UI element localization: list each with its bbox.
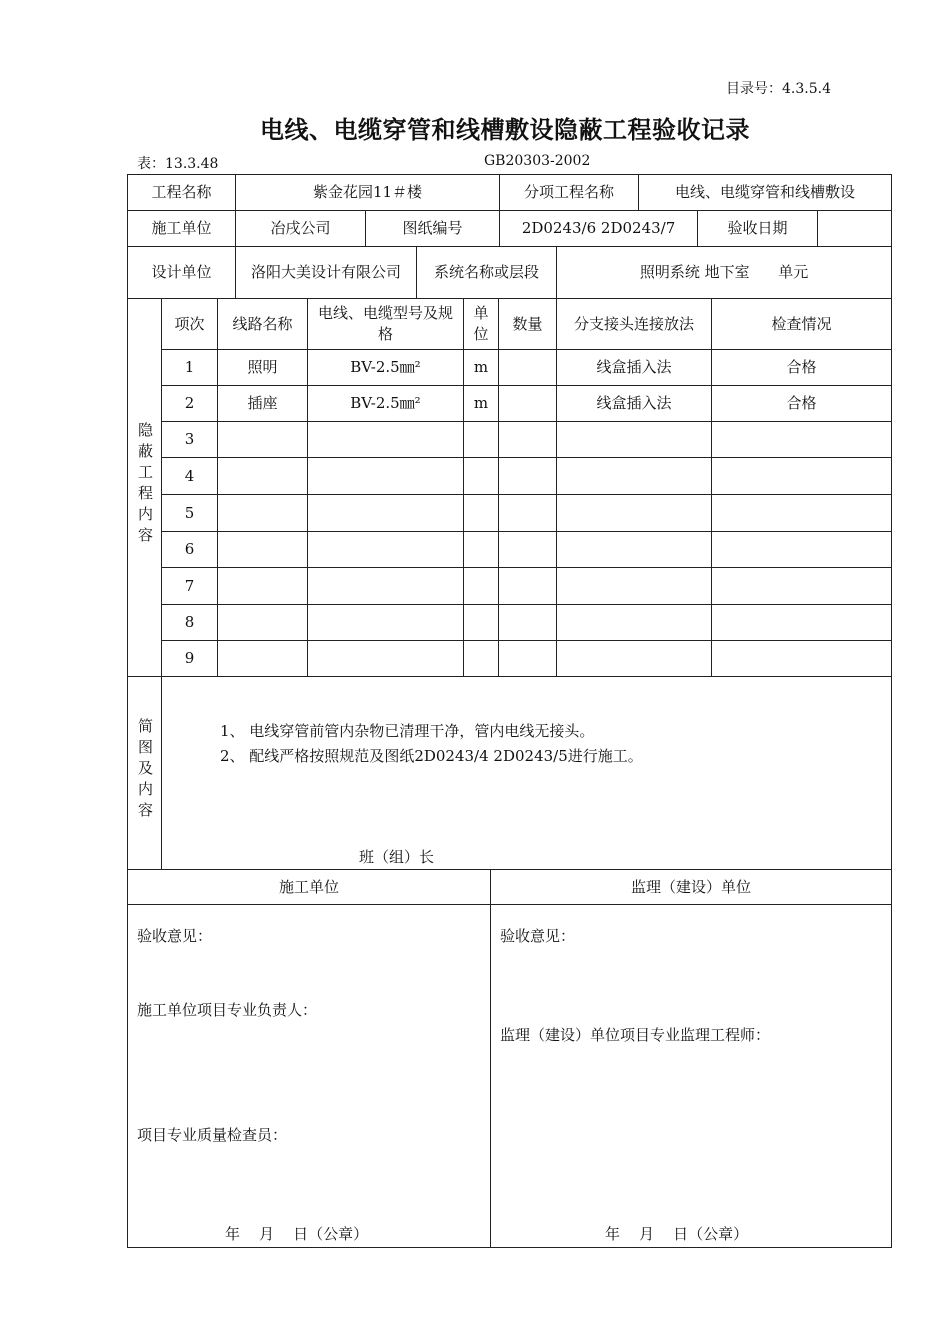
system-value: 照明系统 地下室 单元 xyxy=(557,247,892,299)
left-person-label: 施工单位项目专业负责人： xyxy=(137,1001,318,1019)
check-result: 合格 xyxy=(712,386,892,422)
notes-content xyxy=(162,677,892,870)
quantity xyxy=(499,532,557,568)
line-name xyxy=(218,568,308,605)
joint-method xyxy=(557,495,712,532)
note-line-2: 2、 配线严格按照规范及图纸2D0243/4 2D0243/5进行施工。 xyxy=(220,747,643,765)
left-inspector-label: 项目专业质量检查员： xyxy=(137,1126,288,1144)
check-result: 合格 xyxy=(712,350,892,386)
table-row xyxy=(128,386,892,422)
system-label: 系统名称或层段 xyxy=(417,247,557,299)
unit xyxy=(464,641,499,677)
standard-number: GB20303-2002 xyxy=(484,153,591,169)
table-row xyxy=(128,641,892,677)
right-engineer-label: 监理（建设）单位项目专业监理工程师： xyxy=(500,1026,771,1044)
col-header: 项次 xyxy=(162,299,218,350)
design-unit-value: 洛阳大美设计有限公司 xyxy=(236,247,417,299)
construction-unit-header: 施工单位 xyxy=(128,870,491,905)
construction-opinion-cell xyxy=(128,905,491,1248)
check-result xyxy=(712,568,892,605)
quantity xyxy=(499,568,557,605)
left-opinion-label: 验收意见： xyxy=(137,927,213,945)
line-name: 插座 xyxy=(218,386,308,422)
cable-spec xyxy=(308,422,464,458)
design-unit-label: 设计单位 xyxy=(128,247,236,299)
joint-method xyxy=(557,422,712,458)
table-row xyxy=(128,568,892,605)
quantity xyxy=(499,350,557,386)
quantity xyxy=(499,458,557,495)
catalog-number: 目录号：4.3.5.4 xyxy=(726,81,831,97)
cable-spec xyxy=(308,568,464,605)
line-name: 照明 xyxy=(218,350,308,386)
notes-section-label: 简图及内容 xyxy=(128,677,162,870)
unit xyxy=(464,422,499,458)
table-row xyxy=(128,350,892,386)
note-line-1: 1、 电线穿管前管内杂物已清理干净，管内电线无接头。 xyxy=(220,722,595,740)
unit xyxy=(464,532,499,568)
table-number: 表：13.3.48 xyxy=(137,156,219,172)
line-name xyxy=(218,458,308,495)
col-header: 单位 xyxy=(464,299,499,350)
row-no: 3 xyxy=(162,422,218,458)
unit xyxy=(464,458,499,495)
row-no: 4 xyxy=(162,458,218,495)
quantity xyxy=(499,605,557,641)
cable-spec xyxy=(308,458,464,495)
table-row xyxy=(128,605,892,641)
project-name-value: 紫金花园11＃楼 xyxy=(236,175,500,211)
unit xyxy=(464,568,499,605)
left-date-seal: 年 月 日（公章） xyxy=(225,1225,369,1243)
cable-spec xyxy=(308,641,464,677)
quantity xyxy=(499,422,557,458)
accept-date-label: 验收日期 xyxy=(698,211,818,247)
row-no: 8 xyxy=(162,605,218,641)
col-header: 电线、电缆型号及规格 xyxy=(308,299,464,350)
table-row xyxy=(128,495,892,532)
joint-method xyxy=(557,641,712,677)
drawing-no-label: 图纸编号 xyxy=(366,211,500,247)
quantity xyxy=(499,641,557,677)
check-result xyxy=(712,495,892,532)
cable-spec: BV-2.5㎜² xyxy=(308,350,464,386)
right-date-seal: 年 月 日（公章） xyxy=(605,1225,749,1243)
joint-method xyxy=(557,568,712,605)
check-result xyxy=(712,605,892,641)
cable-spec xyxy=(308,495,464,532)
row-no: 1 xyxy=(162,350,218,386)
check-result xyxy=(712,532,892,568)
row-no: 7 xyxy=(162,568,218,605)
unit xyxy=(464,495,499,532)
line-name xyxy=(218,605,308,641)
check-result xyxy=(712,458,892,495)
signature-table xyxy=(127,869,892,1248)
col-header: 检查情况 xyxy=(712,299,892,350)
joint-method xyxy=(557,605,712,641)
sub-project-label: 分项工程名称 xyxy=(500,175,639,211)
joint-method xyxy=(557,532,712,568)
line-name xyxy=(218,422,308,458)
cable-spec xyxy=(308,532,464,568)
quantity xyxy=(499,495,557,532)
unit xyxy=(464,605,499,641)
check-result xyxy=(712,422,892,458)
hidden-section-label: 隐蔽工程内容 xyxy=(128,299,162,677)
row-no: 6 xyxy=(162,532,218,568)
joint-method: 线盒插入法 xyxy=(557,350,712,386)
project-name-label: 工程名称 xyxy=(128,175,236,211)
row-no: 5 xyxy=(162,495,218,532)
unit: m xyxy=(464,350,499,386)
accept-date-value xyxy=(818,211,892,247)
unit: m xyxy=(464,386,499,422)
info-table xyxy=(127,174,892,299)
joint-method: 线盒插入法 xyxy=(557,386,712,422)
notes-table xyxy=(127,676,892,870)
row-no: 2 xyxy=(162,386,218,422)
supervision-unit-header: 监理（建设）单位 xyxy=(491,870,892,905)
team-leader-label: 班（组）长 xyxy=(359,848,435,866)
page-title: 电线、电缆穿管和线槽敷设隐蔽工程验收记录 xyxy=(260,116,750,144)
right-opinion-label: 验收意见： xyxy=(500,927,576,945)
table-row xyxy=(128,458,892,495)
table-row xyxy=(128,422,892,458)
line-name xyxy=(218,532,308,568)
supervision-opinion-cell xyxy=(491,905,892,1248)
line-name xyxy=(218,641,308,677)
drawing-no-value: 2D0243/6 2D0243/7 xyxy=(500,211,698,247)
sub-project-value: 电线、电缆穿管和线槽敷设 xyxy=(639,175,892,211)
line-name xyxy=(218,495,308,532)
col-header: 数量 xyxy=(499,299,557,350)
row-no: 9 xyxy=(162,641,218,677)
hidden-works-table xyxy=(127,298,892,677)
construction-unit-value: 冶戌公司 xyxy=(236,211,366,247)
quantity xyxy=(499,386,557,422)
col-header: 线路名称 xyxy=(218,299,308,350)
check-result xyxy=(712,641,892,677)
cable-spec xyxy=(308,605,464,641)
cable-spec: BV-2.5㎜² xyxy=(308,386,464,422)
construction-unit-label: 施工单位 xyxy=(128,211,236,247)
joint-method xyxy=(557,458,712,495)
table-row xyxy=(128,532,892,568)
col-header: 分支接头连接放法 xyxy=(557,299,712,350)
